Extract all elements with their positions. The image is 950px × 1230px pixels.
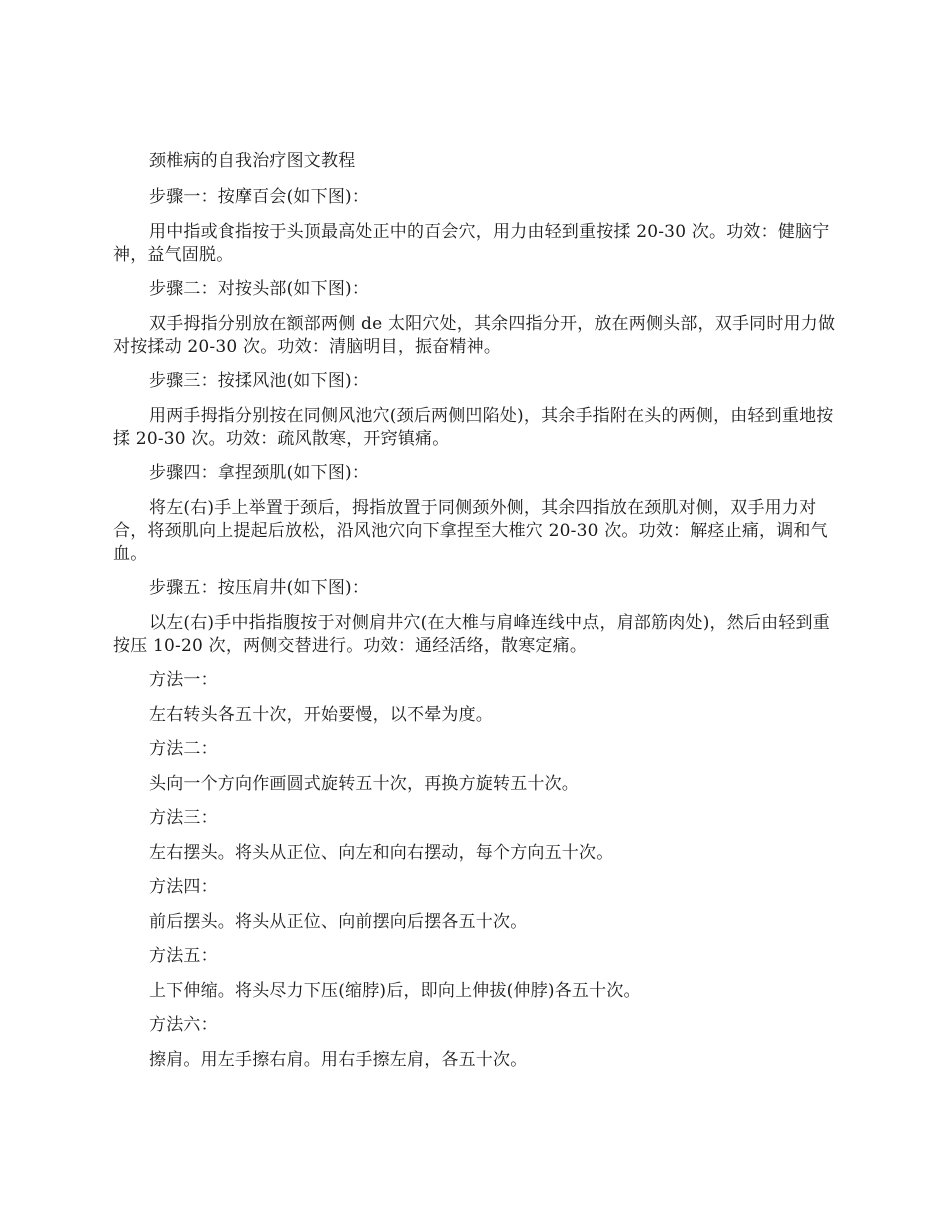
step-5-text: 以左(右)手中指指腹按于对侧肩井穴(在大椎与肩峰连线中点，肩部筋肉处)，然后由轻到重按压 10-20 次，两侧交替进行。功效：通经活络，散寒定痛。 <box>113 612 830 656</box>
step-5-heading: 步骤五：按压肩井(如下图)： <box>149 578 370 598</box>
step-2-heading: 步骤二：对按头部(如下图)： <box>149 279 370 299</box>
step-1-heading: 步骤一：按摩百会(如下图)： <box>149 187 370 207</box>
step-4-text: 将左(右)手上举置于颈后，拇指放置于同侧颈外侧，其余四指放在颈肌对侧，双手用力对合，将颈肌向上提起后放松，沿风池穴向下拿捏至大椎穴 20-30 次。功效：解痉止痛，调和气血。 <box>113 497 828 564</box>
document-body <box>113 150 838 1083</box>
step-4-heading: 步骤四：拿捏颈肌(如下图)： <box>149 463 370 483</box>
method-6-text: 擦肩。用左手擦右肩。用右手擦左肩，各五十次。 <box>149 1049 528 1070</box>
method-2-heading: 方法二： <box>149 739 218 759</box>
method-4-text: 前后摆头。将头从正位、向前摆向后摆各五十次。 <box>149 911 528 932</box>
method-1-heading: 方法一： <box>149 670 218 690</box>
step-1-text: 用中指或食指按于头顶最高处正中的百会穴，用力由轻到重按揉 20-30 次。功效：健脑宁神，益气固脱。 <box>113 221 830 265</box>
method-2-text: 头向一个方向作画圆式旋转五十次，再换方旋转五十次。 <box>149 773 579 794</box>
step-2-text: 双手拇指分别放在额部两侧 de 太阳穴处，其余四指分开，放在两侧头部，双手同时用力做对按揉动 20-30 次。功效：清脑明目，振奋精神。 <box>113 313 836 357</box>
document-title: 颈椎病的自我治疗图文教程 <box>149 151 356 171</box>
method-5-heading: 方法五： <box>149 946 218 966</box>
step-3-heading: 步骤三：按揉风池(如下图)： <box>149 371 370 391</box>
method-6-heading: 方法六： <box>149 1015 218 1035</box>
method-1-text: 左右转头各五十次，开始要慢，以不晕为度。 <box>149 704 493 725</box>
step-3-text: 用两手拇指分别按在同侧风池穴(颈后两侧凹陷处)，其余手指附在头的两侧，由轻到重地按揉 20-30 次。功效：疏风散寒，开窍镇痛。 <box>113 405 834 449</box>
method-3-text: 左右摆头。将头从正位、向左和向右摆动，每个方向五十次。 <box>149 842 614 863</box>
method-5-text: 上下伸缩。将头尽力下压(缩脖)后，即向上伸拔(伸脖)各五十次。 <box>149 980 641 1001</box>
method-3-heading: 方法三： <box>149 808 218 828</box>
method-4-heading: 方法四： <box>149 877 218 897</box>
